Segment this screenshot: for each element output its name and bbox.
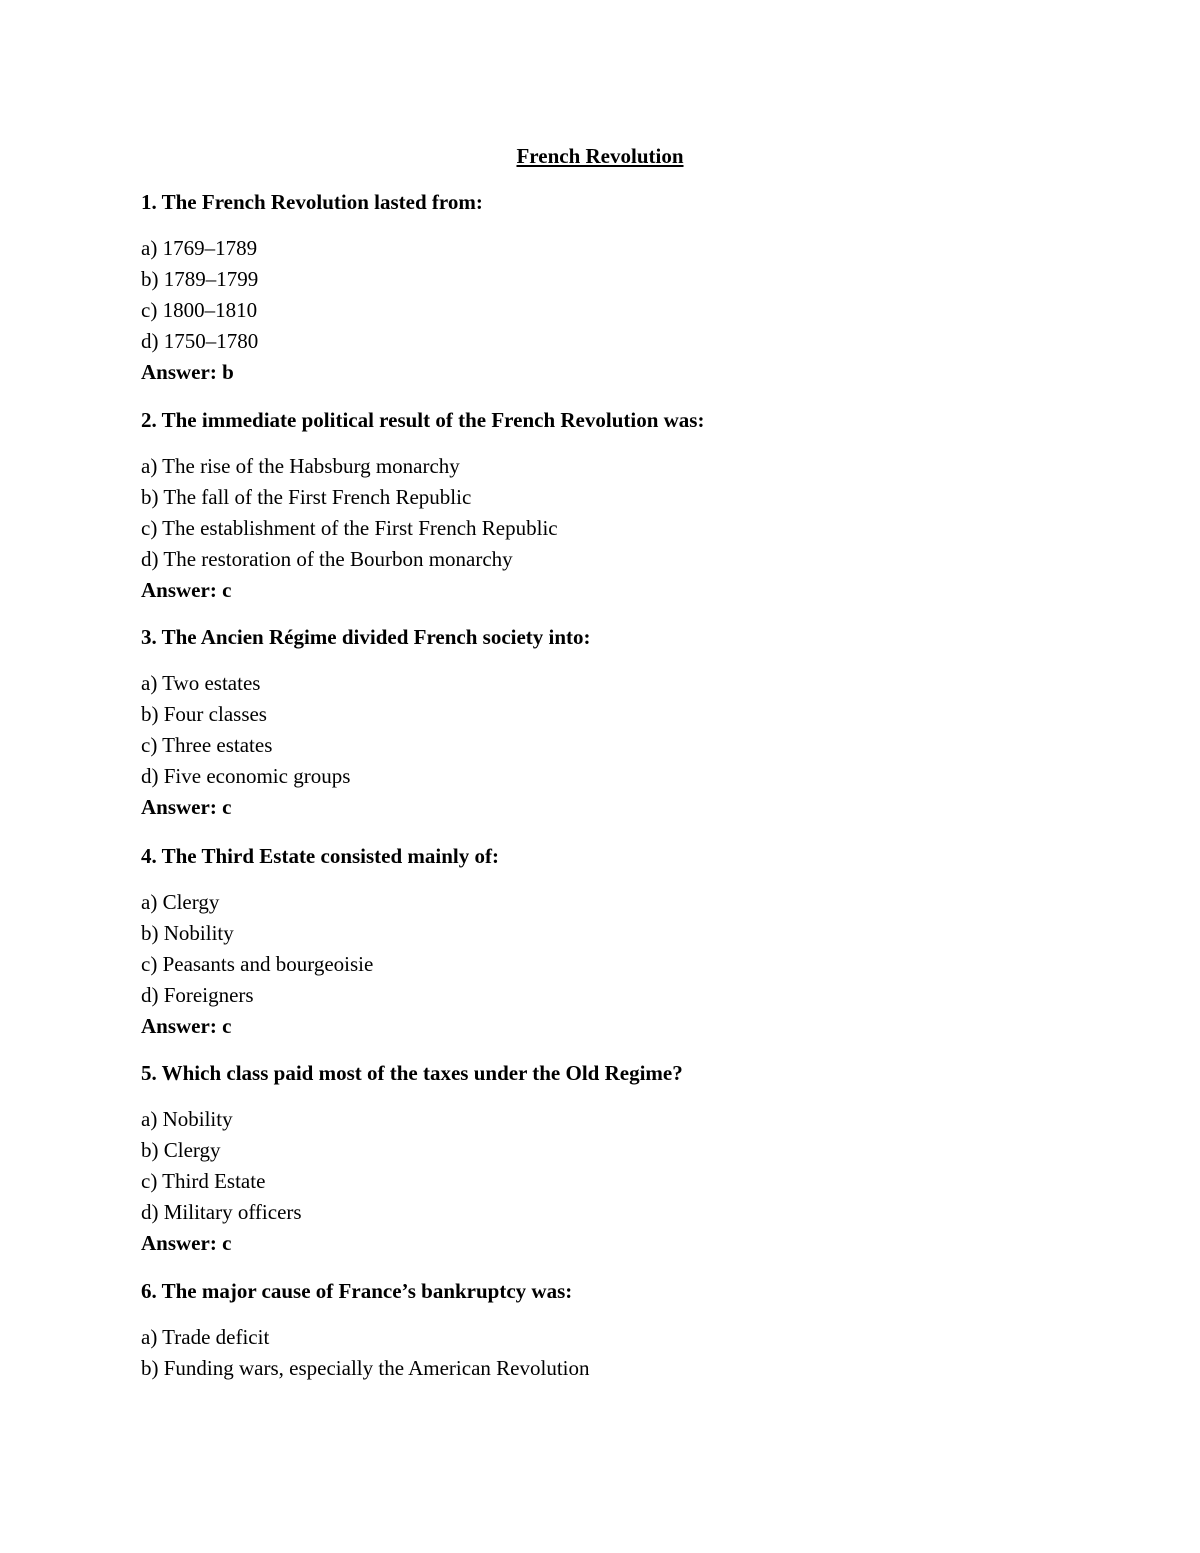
option-c: c) Three estates (141, 733, 273, 757)
option-b: b) Four classes (141, 702, 267, 726)
option-b: b) 1789–1799 (141, 267, 259, 291)
answer: Answer: c (141, 795, 232, 819)
question-text: 5. Which class paid most of the taxes under the Old Regime? (141, 1061, 683, 1085)
answer: Answer: c (141, 578, 232, 602)
option-a: a) Trade deficit (141, 1325, 270, 1349)
question-text: 1. The French Revolution lasted from: (141, 190, 483, 214)
options-list (141, 1322, 1101, 1384)
option-d: d) Military officers (141, 1200, 302, 1224)
option-b: b) The fall of the First French Republic (141, 485, 472, 509)
option-c: c) Third Estate (141, 1169, 266, 1193)
option-c: c) Peasants and bourgeoisie (141, 952, 374, 976)
question-1 (141, 187, 1101, 388)
option-c: c) 1800–1810 (141, 298, 258, 322)
question-text: 4. The Third Estate consisted mainly of: (141, 844, 500, 868)
option-a: a) Nobility (141, 1107, 233, 1131)
question-3 (141, 622, 1101, 823)
question-6 (141, 1276, 1101, 1384)
question-text: 3. The Ancien Régime divided French society into: (141, 625, 591, 649)
question-4 (141, 841, 1101, 1042)
option-b: b) Funding wars, especially the American Revolution (141, 1356, 590, 1380)
question-5 (141, 1058, 1101, 1259)
option-d: d) 1750–1780 (141, 329, 259, 353)
option-a: a) 1769–1789 (141, 236, 258, 260)
option-c: c) The establishment of the First French Republic (141, 516, 558, 540)
options-list (141, 1104, 1101, 1228)
question-text: 6. The major cause of France’s bankruptcy was: (141, 1279, 573, 1303)
options-list (141, 451, 1101, 575)
options-list (141, 233, 1101, 357)
answer: Answer: b (141, 360, 234, 384)
option-a: a) Two estates (141, 671, 261, 695)
option-a: a) Clergy (141, 890, 220, 914)
question-2 (141, 405, 1101, 606)
options-list (141, 668, 1101, 792)
answer: Answer: c (141, 1014, 232, 1038)
option-d: d) Five economic groups (141, 764, 351, 788)
page-title: French Revolution (516, 144, 684, 168)
answer: Answer: c (141, 1231, 232, 1255)
option-b: b) Nobility (141, 921, 234, 945)
option-d: d) The restoration of the Bourbon monarchy (141, 547, 513, 571)
options-list (141, 887, 1101, 1011)
option-b: b) Clergy (141, 1138, 221, 1162)
question-text: 2. The immediate political result of the French Revolution was: (141, 408, 705, 432)
option-a: a) The rise of the Habsburg monarchy (141, 454, 460, 478)
option-d: d) Foreigners (141, 983, 254, 1007)
